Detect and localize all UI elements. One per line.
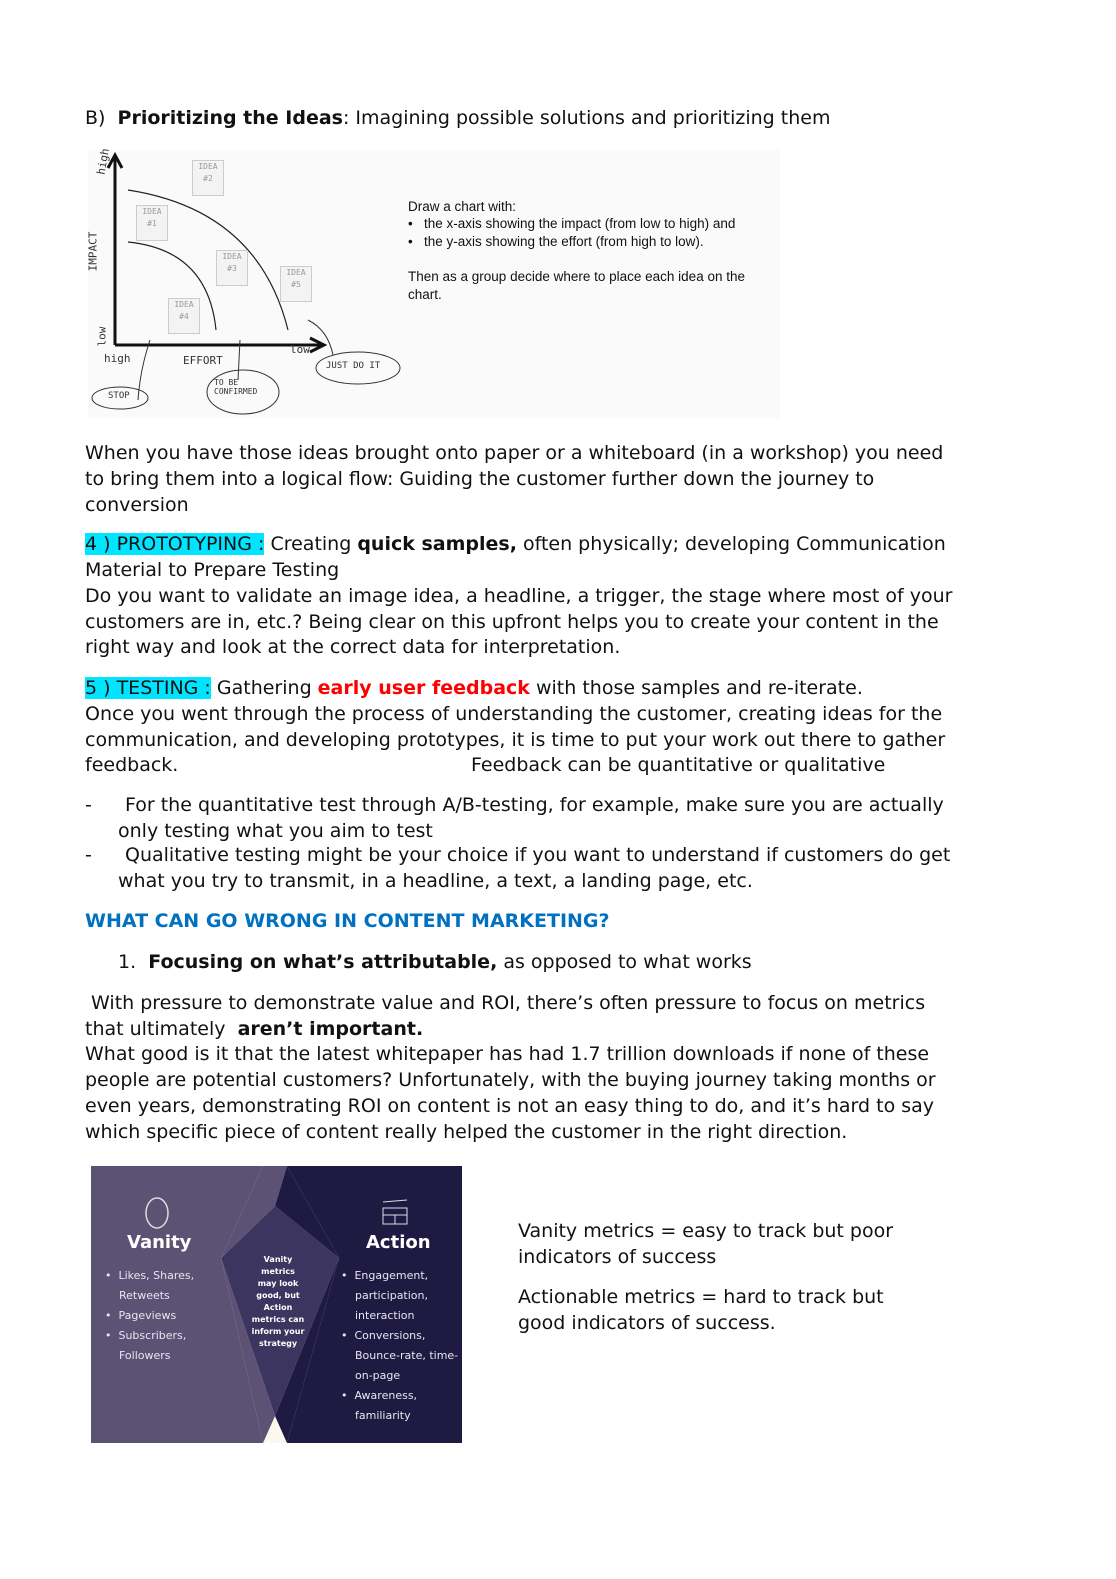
instruction-line: • the y-axis showing the effort (from high to low). [408, 234, 704, 249]
testing-heading [85, 676, 863, 700]
instruction-line: Draw a chart with: [408, 199, 517, 214]
paragraph-line: Feedback can be quantitative or qualitative [471, 754, 886, 776]
bold-text: aren’t important. [237, 1018, 424, 1040]
action-title: Action [366, 1232, 431, 1253]
paragraph-line: feedback. [85, 754, 179, 776]
bullet-line: what you try to transmit, in a headline, a text, a landing page, etc. [118, 870, 753, 892]
bold-text: quick samples, [357, 533, 517, 555]
paragraph-line: Do you want to validate an image idea, a headline, a trigger, the stage where most of your [85, 585, 953, 607]
action-list: • Engagement, participation, interaction • Conversions, Bounce-rate, time- on-page • Awareness, familiarity [341, 1269, 459, 1422]
idea-note: IDEA #4 [168, 298, 200, 334]
numbered-item [118, 950, 752, 974]
y-high-label: high [94, 147, 112, 176]
instruction-line: chart. [408, 287, 442, 302]
heading-bold: Prioritizing the Ideas [117, 107, 343, 129]
idea-note: IDEA #3 [216, 250, 248, 286]
section-b-heading [85, 106, 830, 130]
bullet-line: For the quantitative test through A/B-testing, for example, make sure you are actually [125, 794, 944, 816]
paragraph-line: conversion [85, 494, 189, 516]
text: as opposed to what works [497, 951, 752, 973]
side-note-line: indicators of success [518, 1246, 717, 1268]
bullet-line: only testing what you aim to test [118, 820, 433, 842]
paragraph-line: people are potential customers? Unfortunately, with the buying journey taking months or [85, 1069, 936, 1091]
side-note-line: Actionable metrics = hard to track but [518, 1286, 884, 1308]
middle-caption: Vanity metrics may look good, but Action metrics can inform your strategy [251, 1255, 305, 1348]
instruction-line: Then as a group decide where to place each idea on the [408, 269, 745, 284]
paragraph-line: With pressure to demonstrate value and ROI, there’s often pressure to focus on metrics [85, 992, 926, 1014]
text: Gathering [210, 677, 318, 699]
heading-rest: : Imagining possible solutions and prioritizing them [342, 107, 831, 129]
vanity-vs-action-figure [91, 1166, 462, 1443]
prefix: B) [85, 107, 118, 129]
x-axis-label: EFFORT [183, 354, 223, 367]
item-number: 1. [118, 951, 137, 973]
vanity-list: • Likes, Shares, Retweets • Pageviews • Subscribers, Followers [105, 1269, 195, 1362]
highlight-text: early user feedback [317, 677, 530, 699]
paragraph-line: communication, and developing prototypes, it is time to put your work out there to gather [85, 729, 946, 751]
y-axis-label: IMPACT [86, 231, 100, 272]
vanity-title: Vanity [127, 1232, 192, 1253]
instruction-line: • the x-axis showing the impact (from low to high) and [408, 216, 736, 231]
prototyping-label: 4 ) PROTOTYPING : [85, 533, 265, 555]
section-heading: WHAT CAN GO WRONG IN CONTENT MARKETING? [85, 910, 610, 932]
bullet-dash: - [85, 794, 92, 816]
paragraph-line: When you have those ideas brought onto paper or a whiteboard (in a workshop) you need [85, 442, 944, 464]
paragraph-line: which specific piece of content really helped the customer in the right direction. [85, 1121, 848, 1143]
bullet-dash: - [85, 844, 92, 866]
side-note-line: Vanity metrics = easy to track but poor [518, 1220, 894, 1242]
text: often physically; developing Communication [516, 533, 946, 555]
paragraph-line: to bring them into a logical flow: Guiding the customer further down the journey to [85, 468, 875, 490]
text: with those samples and re-iterate. [529, 677, 863, 699]
idea-note: IDEA #2 [192, 160, 224, 196]
just-do-it-label: JUST DO IT [326, 361, 381, 371]
text: Creating [264, 533, 358, 555]
paragraph-line: right way and look at the correct data for interpretation. [85, 636, 621, 658]
y-low-label: low [95, 326, 109, 347]
paragraph-line: Material to Prepare Testing [85, 559, 340, 581]
idea-note: IDEA #5 [280, 266, 312, 302]
paragraph-line: even years, demonstrating ROI on content is not an easy thing to do, and it’s hard to say [85, 1095, 935, 1117]
testing-label: 5 ) TESTING : [85, 677, 211, 699]
paragraph-line: What good is it that the latest whitepaper has had 1.7 trillion downloads if none of these [85, 1043, 930, 1065]
bold-text: Focusing on what’s attributable, [148, 951, 498, 973]
prototyping-heading [85, 532, 946, 556]
idea-note: IDEA #1 [136, 205, 168, 241]
text: that ultimately [85, 1018, 238, 1040]
confirm-label: TO BE CONFIRMED [214, 378, 258, 396]
side-note-line: good indicators of success. [518, 1312, 776, 1334]
x-high-label: high [104, 352, 131, 365]
prioritization-figure [86, 147, 780, 418]
bullet-line: Qualitative testing might be your choice if you want to understand if customers do get [125, 844, 951, 866]
paragraph-line: customers are in, etc.? Being clear on this upfront helps you to create your content in the [85, 611, 939, 633]
stop-label: STOP [108, 391, 130, 401]
x-low-label: low [290, 343, 310, 356]
paragraph-line: Once you went through the process of understanding the customer, creating ideas for the [85, 703, 943, 725]
paragraph-line [85, 1017, 423, 1041]
